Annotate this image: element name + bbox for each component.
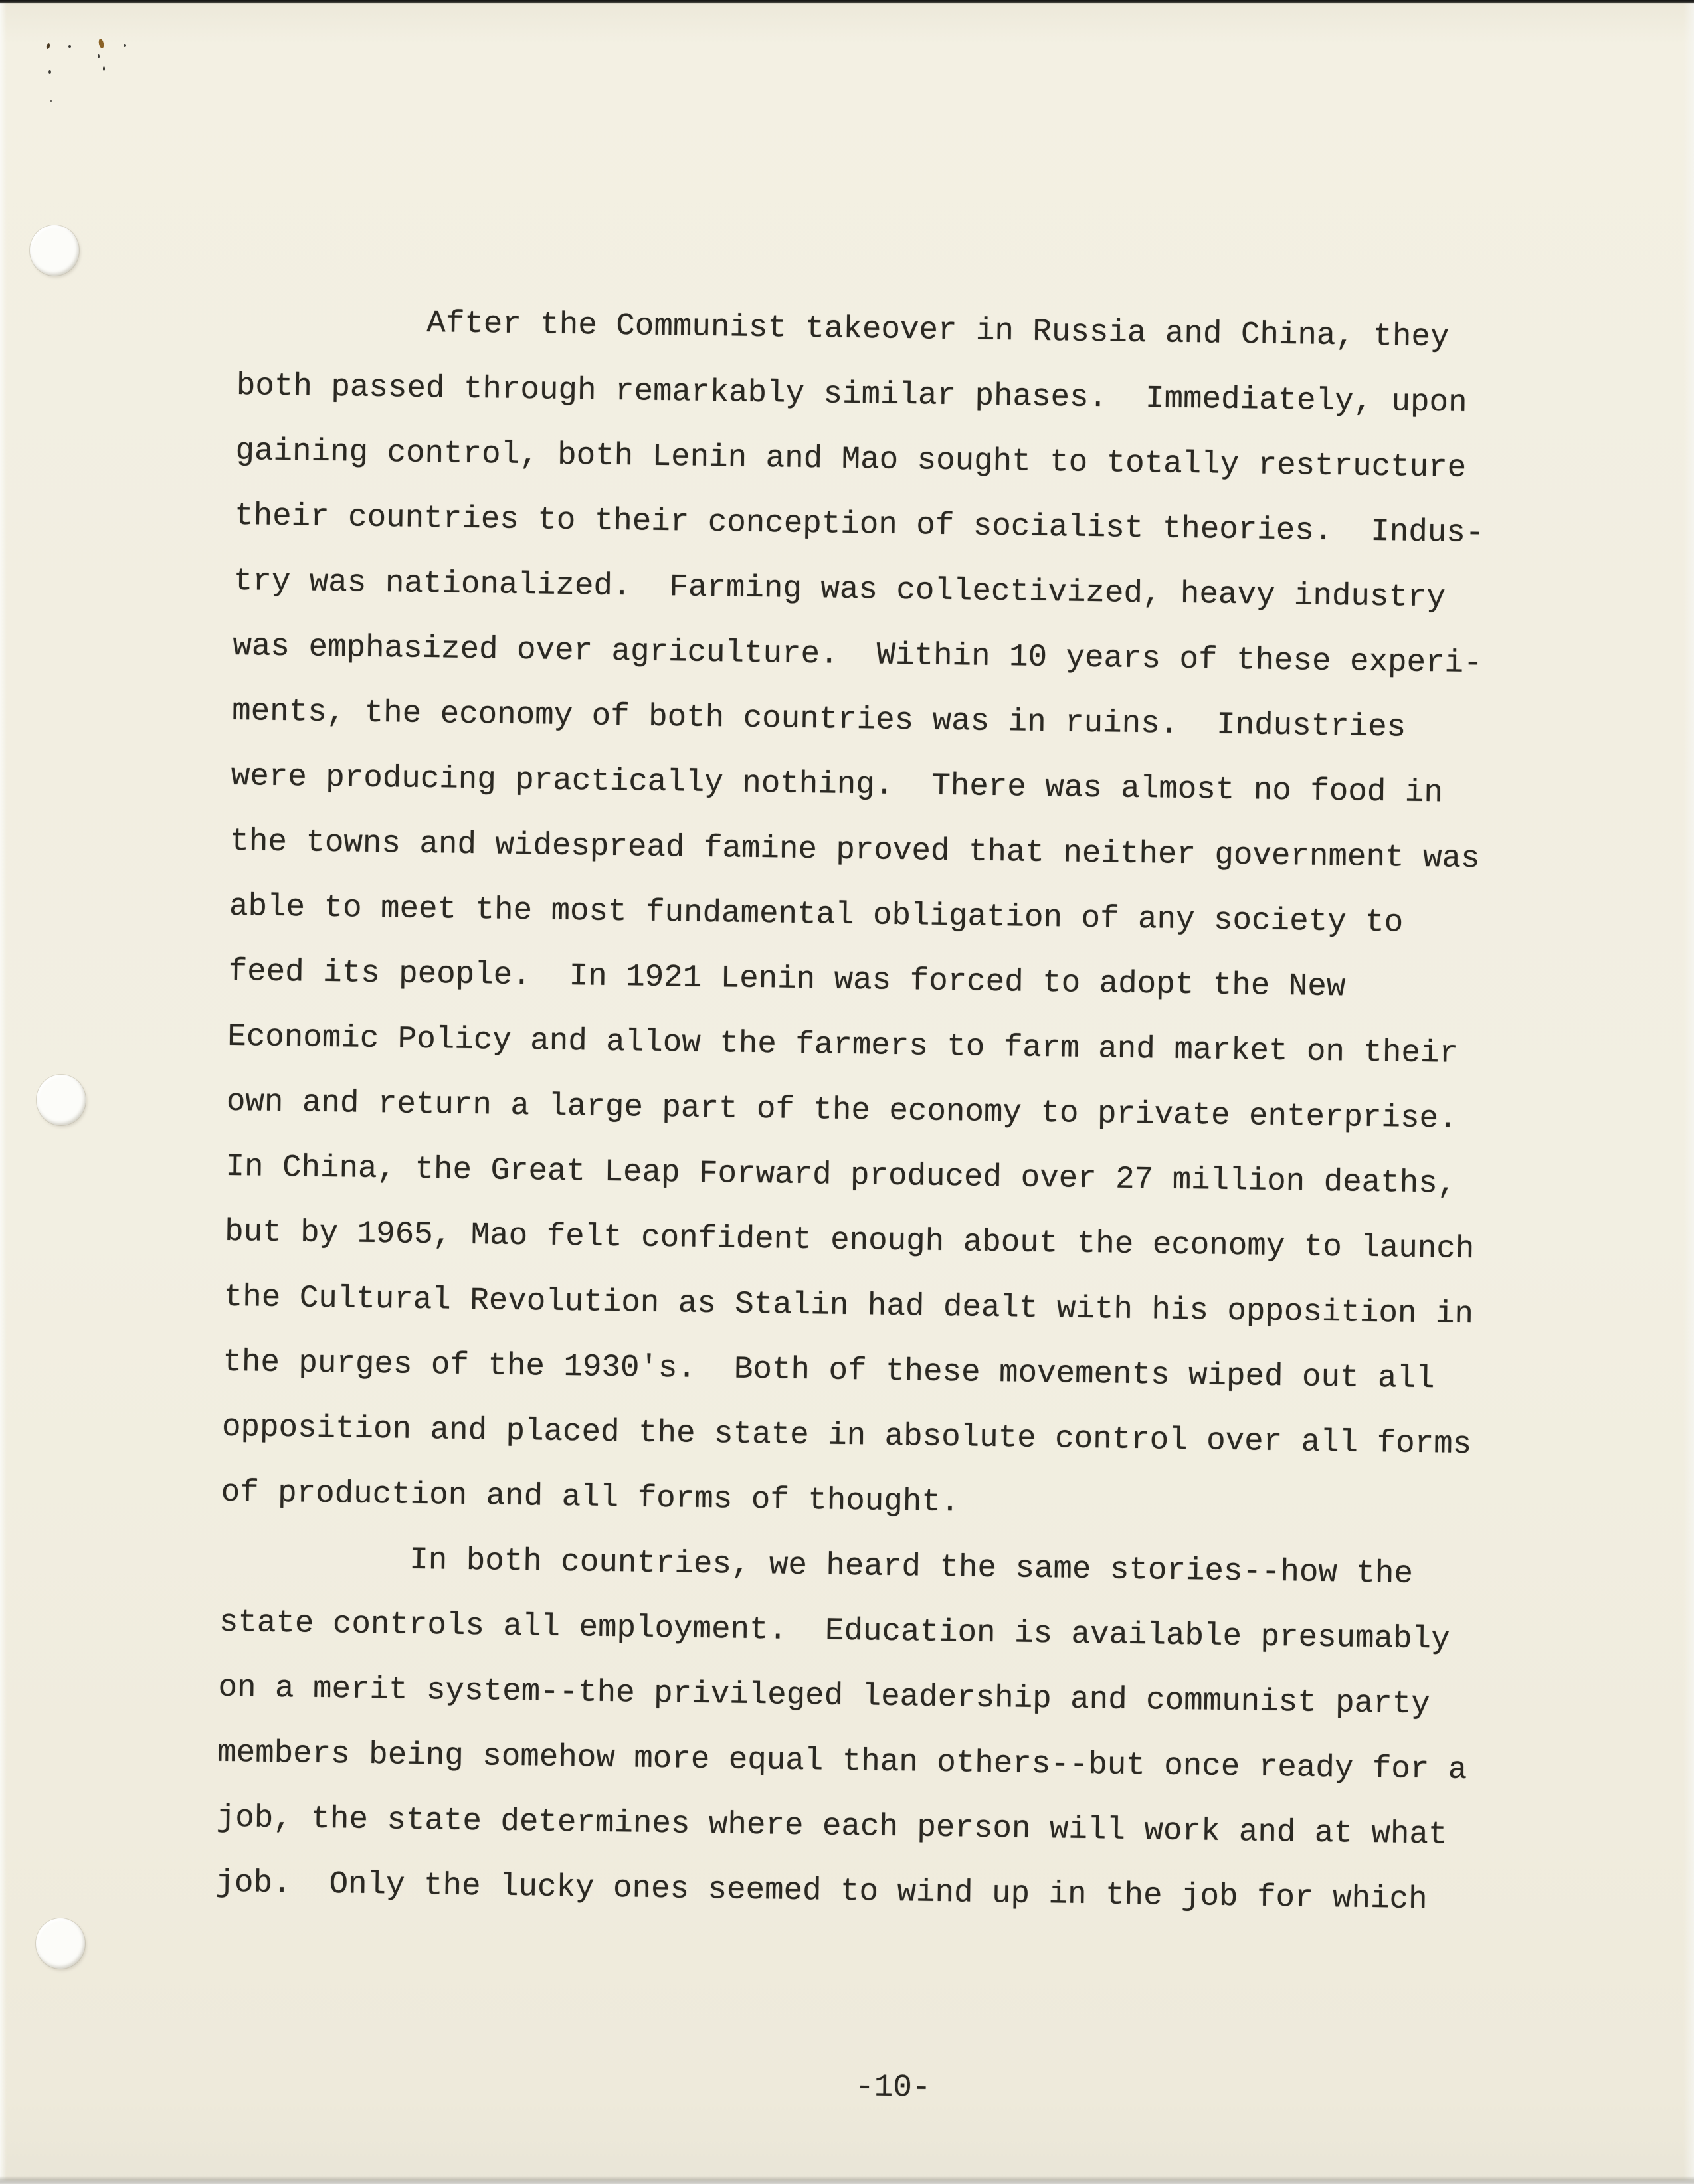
text-line: After the Communist takeover in Russia and China, they (236, 302, 1450, 356)
text-line: the towns and widespread famine proved that neither government was (229, 823, 1480, 877)
text-line: able to meet the most fundamental obligation of any society to (229, 888, 1404, 941)
hole-punch (36, 1918, 85, 1969)
dust-speck (124, 44, 126, 47)
dust-speck (68, 45, 71, 48)
typewritten-text (215, 288, 1566, 2106)
text-line: In both countries, we heard the same stories--how the (219, 1539, 1414, 1592)
dust-speck (50, 100, 52, 102)
dust-speck (46, 43, 50, 50)
text-line: In China, the Great Leap Forward produced over 27 million deaths, (225, 1148, 1457, 1202)
text-line: Economic Policy and allow the farmers to farm and market on their (227, 1018, 1459, 1072)
text-line: of production and all forms of thought. (221, 1474, 960, 1521)
text-line: state controls all employment. Education is available presumably (219, 1604, 1450, 1658)
text-line: own and return a large part of the economy to private enterprise. (226, 1083, 1458, 1137)
text-line: job, the state determines where each person will work and at what (216, 1799, 1448, 1853)
text-line: were producing practically nothing. There was almost no food in (231, 758, 1444, 812)
text-line: gaining control, both Lenin and Mao sought to totally restructure (235, 432, 1467, 486)
dust-speck (48, 70, 51, 74)
text-line: the purges of the 1930's. Both of these movements wiped out all (223, 1344, 1435, 1398)
text-line: both passed through remarkably similar phases. Immediately, upon (236, 367, 1467, 421)
hole-punch (30, 225, 79, 276)
text-line: try was nationalized. Farming was collectivized, heavy industry (233, 563, 1446, 616)
dust-speck (98, 38, 105, 48)
text-line: job. Only the lucky ones seemed to wind up in the job for which (215, 1865, 1428, 1918)
text-line: was emphasized over agriculture. Within 10 years of these experi- (233, 628, 1483, 682)
dust-speck (103, 66, 105, 71)
text-line: ments, the economy of both countries was in ruins. Industries (231, 693, 1406, 746)
dust-speck (98, 54, 100, 58)
page-number: -10- (854, 2069, 931, 2106)
scan-bottom-edge (0, 2176, 1694, 2184)
text-line: feed its people. In 1921 Lenin was forced to adopt the New (228, 953, 1346, 1006)
text-line: the Cultural Revolution as Stalin had dealt with his opposition in (223, 1279, 1474, 1333)
scan-top-edge (0, 0, 1694, 4)
text-line: their countries to their conception of socialist theories. Indus- (234, 498, 1485, 552)
text-line: on a merit system--the privileged leadership and communist party (218, 1669, 1431, 1723)
text-line: members being somehow more equal than others--but once ready for a (217, 1734, 1467, 1789)
text-line: but by 1965, Mao felt confident enough about the economy to launch (224, 1214, 1475, 1268)
hole-punch (37, 1075, 86, 1125)
text-line: opposition and placed the state in absolute control over all forms (221, 1409, 1472, 1463)
